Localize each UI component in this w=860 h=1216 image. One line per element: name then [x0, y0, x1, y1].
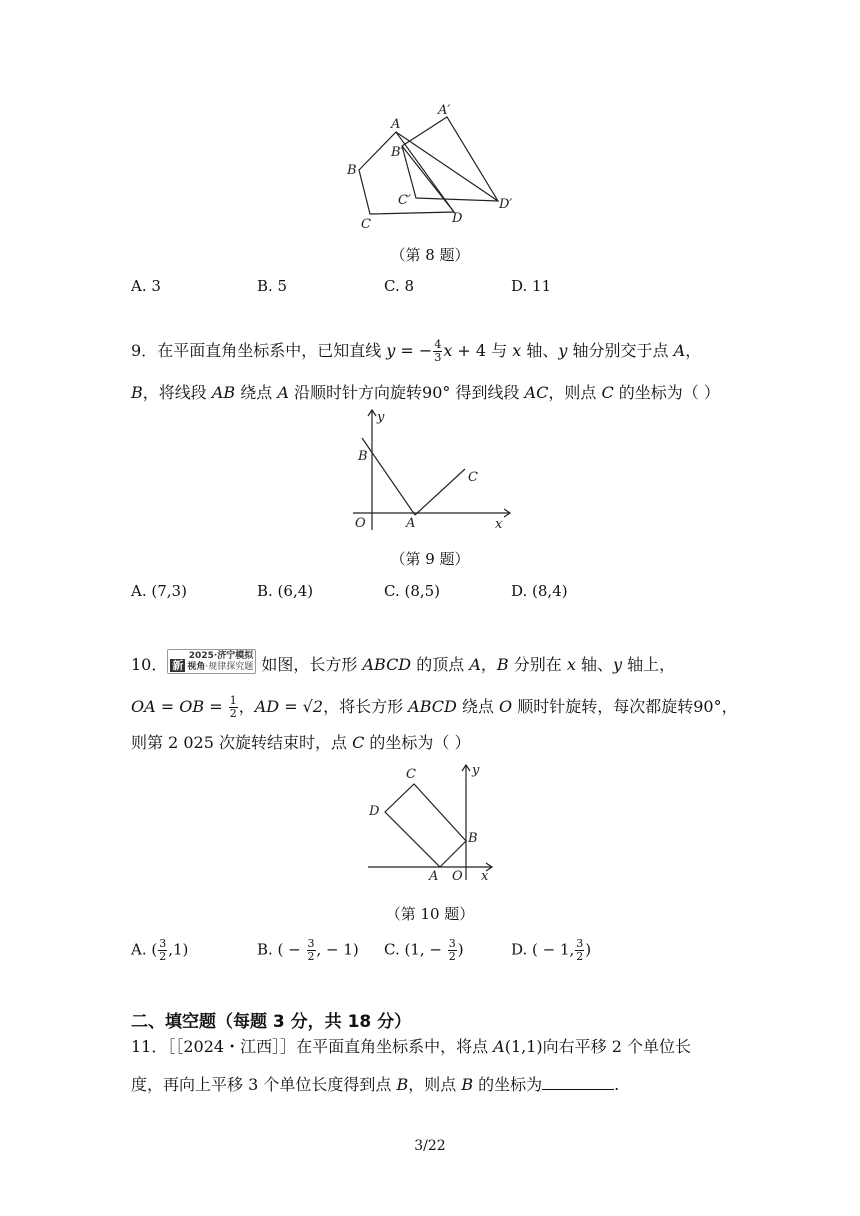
- section-title-fill-in: 二、填空题（每题 3 分，共 18 分）: [131, 1012, 412, 1032]
- q11-line-2: 度，再向上平移 3 个单位长度得到点 B，则点 B 的坐标为 .: [131, 1075, 620, 1094]
- figure-q8: [330, 100, 530, 235]
- figure-q9: [345, 405, 525, 535]
- q9-line-2: B，将线段 AB 绕点 A 沿顺时针方向旋转90° 得到线段 AC，则点 C 的坐标为（ ）: [131, 383, 720, 402]
- q11-line-1: 11．［［2024・江西］］在平面直角坐标系中，将点 A(1,1)向右平移 2 个单位长: [131, 1037, 692, 1056]
- q9-option-c: C. (8,5): [384, 582, 441, 600]
- q8-option-d: D. 11: [511, 277, 552, 295]
- q10-label-D: D: [369, 804, 380, 819]
- q9-caption: （第 9 题）: [390, 550, 470, 568]
- q10-line-2: OA = OB = $\frac{1}{2}$ ，AD = √2，将长方形 ABCD 绕点 O 顺时针旋转，每次都旋转90°，: [131, 694, 738, 720]
- q10-caption: （第 10 题）: [385, 905, 475, 923]
- q10-label-C: C: [406, 767, 416, 782]
- q9-option-b: B. (6,4): [257, 582, 314, 600]
- figure-q10: [360, 760, 500, 885]
- q9-option-d: D. (8,4): [511, 582, 568, 600]
- q10-label-y: y: [472, 763, 480, 778]
- q9-label-O: O: [355, 516, 366, 531]
- q10-line-3: 则第 2 025 次旋转结束时，点 C 的坐标为（ ）: [131, 733, 471, 752]
- q8-option-c: C. 8: [384, 277, 415, 295]
- q10-line-1: 10． 2025·济宁模拟 新 视角·规律探究题 如图，长方形 ABCD 的顶点 A，B 分别在 x 轴、y 轴上，: [131, 651, 676, 674]
- page-number: 3/22: [414, 1138, 446, 1154]
- q8-label-A-prime: A′: [438, 103, 451, 118]
- q10-label-A: A: [429, 869, 439, 884]
- q10-label-x: x: [481, 869, 489, 884]
- q10-source-badge: 2025·济宁模拟 新 视角·规律探究题: [167, 649, 256, 674]
- q10-label-B: B: [468, 831, 478, 846]
- q11-answer-blank[interactable]: [542, 1075, 614, 1090]
- q10-option-c: C. (1, − $\frac{3}{2}$ ): [384, 937, 464, 963]
- q10-option-a: A. ( $\frac{3}{2}$ ,1): [131, 937, 189, 963]
- q8-option-b: B. 5: [257, 277, 288, 295]
- q8-label-B: B: [347, 163, 357, 178]
- q9-label-C: C: [468, 470, 478, 485]
- q10-label-O: O: [452, 869, 463, 884]
- q9-label-A: A: [406, 516, 416, 531]
- q8-label-D: D: [452, 211, 463, 226]
- q10-option-b: B. ( − $\frac{3}{2}$ , − 1): [257, 937, 359, 963]
- q8-label-A: A: [391, 117, 401, 132]
- q8-label-C: C: [361, 217, 371, 232]
- q8-label-D-prime: D′: [499, 197, 513, 212]
- q10-fraction: $\frac{1}{2}$: [229, 694, 237, 720]
- q8-label-B-prime: B′: [391, 145, 404, 160]
- q9-option-a: A. (7,3): [131, 582, 187, 600]
- q9-label-x: x: [495, 517, 503, 532]
- q10-option-d: D. ( − 1, $\frac{3}{2}$ ): [511, 937, 592, 963]
- q9-line-1: 9．在平面直角坐标系中，已知直线 y = − $\frac{4}{3}$ x + 4 与 x 轴、y 轴分别交于点 A，: [131, 338, 702, 364]
- q8-caption: （第 8 题）: [390, 246, 470, 264]
- q9-label-B: B: [358, 449, 368, 464]
- q8-label-C-prime: C′: [398, 193, 411, 208]
- q9-label-y: y: [377, 410, 385, 425]
- q8-option-a: A. 3: [131, 277, 161, 295]
- q9-fraction: $\frac{4}{3}$: [434, 338, 442, 364]
